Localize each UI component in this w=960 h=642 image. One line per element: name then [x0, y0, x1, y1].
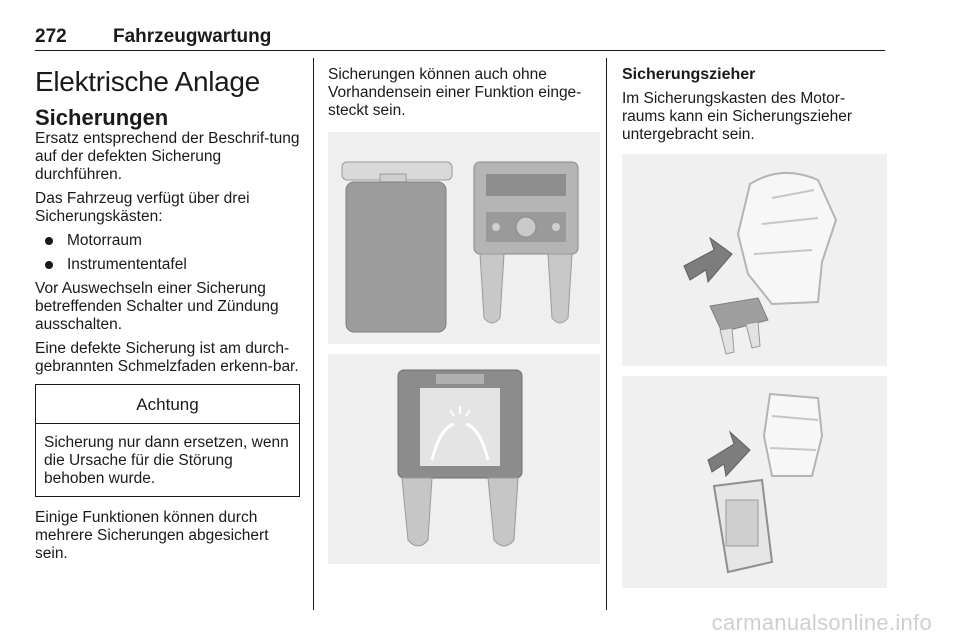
warning-text: Sicherung nur dann ersetzen, wenn die Ursache für die Störung behoben wurde.: [44, 434, 289, 487]
bullet-icon: [45, 261, 53, 269]
paragraph: Das Fahrzeug verfügt über drei Sicherungskästen:: [35, 190, 250, 225]
page-number: 272: [35, 26, 67, 47]
paragraph: Eine defekte Sicherung ist am durch-gebrannten Schmelzfaden erkenn-bar.: [35, 340, 299, 375]
list-item-label: Motorraum: [67, 232, 142, 249]
subsection-title: Sicherungen: [35, 105, 169, 130]
column-divider: [313, 58, 314, 610]
warning-title: Achtung: [36, 385, 299, 424]
fuse-puller-illustration-2: [622, 376, 887, 588]
fuse-box-list: [35, 232, 300, 274]
warning-box: [35, 384, 300, 497]
watermark: carmanualsonline.info: [711, 610, 932, 635]
running-title: Fahrzeugwartung: [113, 26, 272, 47]
list-item-label: Instrumententafel: [67, 256, 187, 273]
blown-fuse-drawing: [328, 354, 592, 564]
paragraph: Sicherungen können auch ohne Vorhandensein einer Funktion einge-steckt sein.: [328, 66, 582, 119]
fuse-puller-drawing-1: [622, 154, 886, 366]
fuse-puller-heading: Sicherungszieher: [622, 66, 756, 83]
bullet-icon: [45, 237, 53, 245]
fuse-puller-illustration-1: [622, 154, 887, 366]
fuse-puller-drawing-2: [622, 376, 886, 588]
page-header: [35, 26, 885, 51]
column-right: [622, 52, 887, 588]
list-item: [35, 232, 300, 250]
column-left: [35, 52, 300, 569]
blown-fuse-illustration: [328, 354, 600, 564]
paragraph: Ersatz entsprechend der Beschrif-tung auf der defekten Sicherung durchführen.: [35, 130, 300, 183]
section-title: Elektrische Anlage: [35, 66, 260, 97]
column-divider: [606, 58, 607, 610]
paragraph: Vor Auswechseln einer Sicherung betreffenden Schalter und Zündung ausschalten.: [35, 280, 279, 333]
fuse-types-drawing: [328, 132, 592, 344]
paragraph: Einige Funktionen können durch mehrere Sicherungen abgesichert sein.: [35, 509, 269, 562]
list-item: [35, 256, 300, 274]
column-middle: [328, 52, 600, 564]
paragraph: Im Sicherungskasten des Motor-raums kann ein Sicherungszieher untergebracht sein.: [622, 90, 853, 143]
fuse-types-illustration: [328, 132, 600, 344]
